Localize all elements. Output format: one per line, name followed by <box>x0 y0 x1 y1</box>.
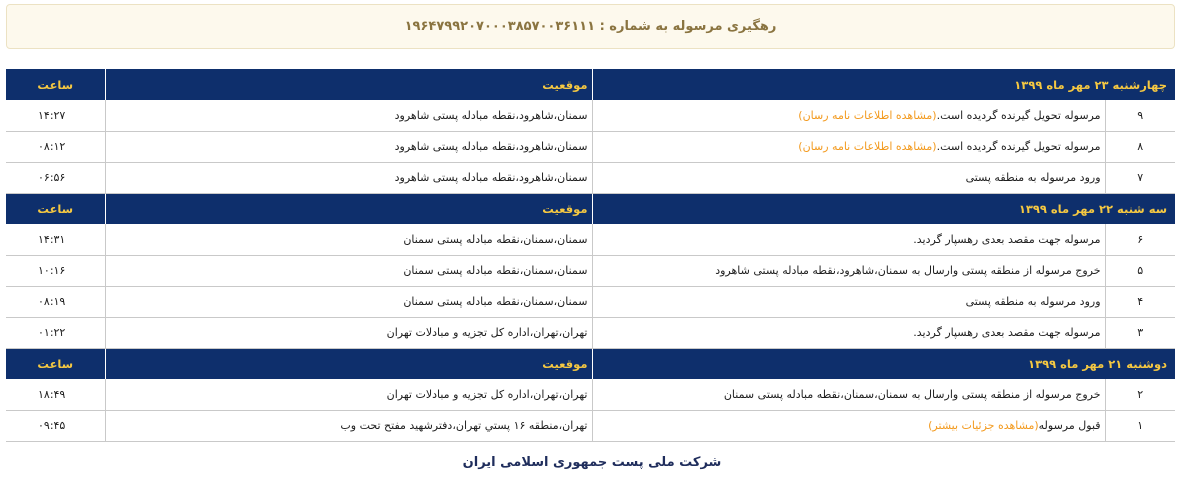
event-description-cell <box>592 100 1105 131</box>
event-number: ۵ <box>1105 255 1175 286</box>
group-date: سه شنبه ۲۲ مهر ماه ۱۳۹۹ <box>592 193 1175 224</box>
event-location: سمنان،شاهرود،نقطه مبادله پستی شاهرود <box>105 162 592 193</box>
column-header-time: ساعت <box>6 69 105 100</box>
event-description: مرسوله جهت مقصد بعدی رهسپار گردید. <box>913 326 1101 339</box>
column-header-location: موقعیت <box>105 193 592 224</box>
event-description: ورود مرسوله به منطقه پستی <box>965 171 1101 184</box>
date-group-header <box>6 69 1175 100</box>
event-details-link[interactable]: (مشاهده اطلاعات نامه رسان) <box>798 140 937 153</box>
tracking-event-row <box>6 317 1175 348</box>
event-number: ۲ <box>1105 379 1175 410</box>
date-group-header <box>6 348 1175 379</box>
event-time: ۱۴:۳۱ <box>6 224 105 255</box>
event-number: ۱ <box>1105 410 1175 441</box>
event-location: تهران،تهران،اداره کل تجزیه و مبادلات تهران <box>105 379 592 410</box>
event-number: ۹ <box>1105 100 1175 131</box>
event-time: ۰۸:۱۲ <box>6 131 105 162</box>
footer-company-name: شرکت ملی پست جمهوری اسلامی ایران <box>462 455 722 470</box>
event-location: تهران،تهران،اداره کل تجزیه و مبادلات تهران <box>105 317 592 348</box>
event-description-cell <box>592 162 1105 193</box>
event-time: ۰۹:۴۵ <box>6 410 105 441</box>
tracking-event-row <box>6 286 1175 317</box>
tracking-event-row <box>6 410 1175 441</box>
date-group-header <box>6 193 1175 224</box>
event-location: تهران،منطقه ۱۶ پستي تهران،دفترشهید مفتح تحت وب <box>105 410 592 441</box>
event-number: ۶ <box>1105 224 1175 255</box>
event-description-cell <box>592 379 1105 410</box>
event-description: مرسوله تحویل گیرنده گردیده است. <box>936 108 1101 122</box>
tracking-title-box <box>6 4 1175 49</box>
event-description: خروج مرسوله از منطقه پستی وارسال به سمنان،شاهرود،نقطه مبادله پستی شاهرود <box>715 264 1101 277</box>
event-location: سمنان،سمنان،نقطه مبادله پستی سمنان <box>105 286 592 317</box>
tracking-event-row <box>6 379 1175 410</box>
tracking-event-row <box>6 224 1175 255</box>
event-time: ۰۱:۲۲ <box>6 317 105 348</box>
group-date: دوشنبه ۲۱ مهر ماه ۱۳۹۹ <box>592 348 1175 379</box>
column-header-location: موقعیت <box>105 69 592 100</box>
event-description: مرسوله جهت مقصد بعدی رهسپار گردید. <box>913 232 1101 246</box>
event-details-link[interactable]: (مشاهده جزئیات بیشتر) <box>928 419 1039 432</box>
event-description: خروج مرسوله از منطقه پستی وارسال به سمنان،سمنان،نقطه مبادله پستی سمنان <box>723 387 1101 401</box>
event-description: ورود مرسوله به منطقه پستی <box>965 295 1101 308</box>
tracking-event-row <box>6 162 1175 193</box>
group-date: چهارشنبه ۲۳ مهر ماه ۱۳۹۹ <box>592 69 1175 100</box>
event-time: ۰۶:۵۶ <box>6 162 105 193</box>
event-time: ۱۴:۲۷ <box>6 100 105 131</box>
event-time: ۱۸:۴۹ <box>6 379 105 410</box>
event-description-cell <box>592 286 1105 317</box>
event-description-cell <box>592 131 1105 162</box>
event-number: ۷ <box>1105 162 1175 193</box>
event-time: ۱۰:۱۶ <box>6 255 105 286</box>
event-location: سمنان،سمنان،نقطه مبادله پستی سمنان <box>105 255 592 286</box>
event-description-cell <box>592 255 1105 286</box>
event-time: ۰۸:۱۹ <box>6 286 105 317</box>
event-number: ۸ <box>1105 131 1175 162</box>
event-location: سمنان،شاهرود،نقطه مبادله پستی شاهرود <box>105 100 592 131</box>
event-number: ۴ <box>1105 286 1175 317</box>
event-description-cell <box>592 224 1105 255</box>
tracking-event-row <box>6 255 1175 286</box>
event-description-cell <box>592 410 1105 441</box>
tracking-title: رهگیری مرسوله به شماره : ۱۹۶۴۷۹۹۲۰۷۰۰۰۳۸۵۷۰۰۳۶۱۱۱ <box>404 19 777 34</box>
tracking-event-row <box>6 131 1175 162</box>
event-number: ۳ <box>1105 317 1175 348</box>
column-header-time: ساعت <box>6 193 105 224</box>
event-description-cell <box>592 317 1105 348</box>
tracking-event-row <box>6 100 1175 131</box>
column-header-location: موقعیت <box>105 348 592 379</box>
event-location: سمنان،سمنان،نقطه مبادله پستی سمنان <box>105 224 592 255</box>
event-description: قبول مرسوله <box>1038 419 1101 432</box>
event-location: سمنان،شاهرود،نقطه مبادله پستی شاهرود <box>105 131 592 162</box>
event-details-link[interactable]: (مشاهده اطلاعات نامه رسان) <box>798 108 937 122</box>
event-description: مرسوله تحویل گیرنده گردیده است. <box>936 140 1101 153</box>
tracking-table <box>6 69 1175 442</box>
column-header-time: ساعت <box>6 348 105 379</box>
